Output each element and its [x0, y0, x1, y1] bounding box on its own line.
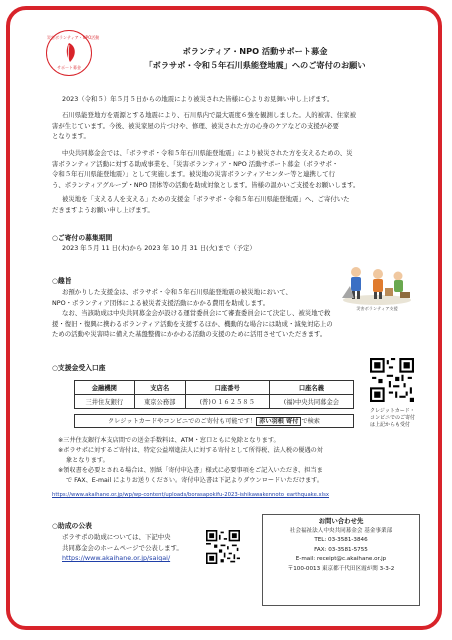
intro-paragraph-3: 中央共同募金会では、「ボラサポ・令和５年石川県能登地震」により被災された方を支えるための、災 害ボランティア活動に対する助成事業を、「災害ボランティア・NPO 活動サポート募金（ボラサポ・ 令和５年石川県能登地震）」として実施します。被災地の災害ボランティアセンター等と連携して行 う、ボランティアグループ・NPO 団体等の活動を助成対象とします。皆様の温かいご支援をお願いします。 — [52, 149, 360, 189]
contact-email[interactable]: E-mail: receipt@c.akaihane.or.jp — [295, 556, 387, 563]
contact-title: お問い合わせ先 — [318, 517, 364, 525]
logo-bottom-text: サポート募金 — [57, 65, 81, 70]
header-account-number: 口座番号 — [185, 381, 269, 395]
volunteer-illustration — [340, 258, 414, 306]
red-feather-icon — [58, 41, 80, 65]
account-table-row — [75, 395, 354, 409]
donation-qr-code[interactable] — [370, 358, 414, 402]
account-title: ○支援金受入口座 — [52, 364, 106, 372]
period-title: ○ご寄付の募集期間 — [52, 234, 113, 242]
contact-fax: FAX: 03-3581-5755 — [314, 546, 368, 553]
note-3-line-1: ※領収書を必要とされる場合は、別紙「寄付申込書」様式に必要事項をご記入いただき、担当ま — [58, 467, 323, 474]
purpose-text: お預かりした支援金は、ボラサポ・令和５年石川県能登地震の被災地において、 NPO・ボランティア団体による被災者支援活動にかかる費用を助成します。 なお、当該助成は中央共同募金会が設ける運営委員会にて審査委員会にて決定し、被災地で救 援・復旧・復興に携わるボランティア活動を支援するほか、機動的な場合には助成・減免対応上の ための活動や災害時に備えた基盤整備にかかわる活動の支援のために活用させていただきます。 — [52, 288, 333, 338]
publication-text: ボラサポの助成については、下記中央 共同募金会のホームページで公表します。 https://www.akaihane.or.jp/saigai/ — [62, 532, 212, 564]
contact-tel: TEL: 03-3581-3846 — [314, 537, 368, 544]
cell-branch: 東京公務部 — [134, 395, 185, 409]
intro-paragraph-2: 石川県能登地方を震源とする地震により、石川県内で最大震度６強を観測しました。人的被害、住家被 害が生じています。今後、被災家屋の片づけや、修理、被災された方の心身のケアなどの支援が必要 となります。 — [52, 111, 356, 140]
note-2-line-1: ※ボラサポに対するご寄付は、特定公益増進法人に対する寄付として所得税、法人税の優遇の対 — [58, 447, 324, 454]
notes-block — [58, 436, 410, 486]
header-account-holder: 口座名義 — [269, 381, 353, 395]
header-bank: 金融機関 — [75, 381, 135, 395]
note-3-line-2: で FAX、E-mail によりお送りください。寄付申込書は下記よりダウンロードいただけます。 — [66, 477, 324, 484]
period-text: 2023 年５月 11 日(木)から 2023 年 10 月 31 日(火)まで（予定） — [62, 244, 256, 252]
credit-search-note: クレジットカードやコンビニでのご寄付も可能です！ 赤い羽根 寄付 で検索 — [74, 414, 354, 428]
search-keyword: 赤い羽根 寄付 — [256, 417, 301, 426]
qr-caption: クレジットカード・コンビニでのご寄付は上記からも受付 — [370, 408, 416, 428]
account-table — [74, 380, 354, 409]
note-2-line-2: 象となります。 — [66, 457, 109, 464]
header-branch: 支店名 — [134, 381, 185, 395]
borasapo-logo — [46, 30, 100, 76]
publication-title: ○助成の公表 — [52, 522, 92, 530]
title-line-2: 「ボラサポ・令和５年石川県能登地震」へのご寄付のお願い — [144, 60, 366, 70]
title-line-1: ボランティア・NPO 活動サポート募金 — [182, 46, 328, 56]
cell-account-holder: (福)中央共同募金会 — [269, 395, 353, 409]
contact-box — [262, 514, 420, 606]
illustration-caption: 災害ボランティア支援 — [356, 306, 398, 311]
purpose-title: ○趣旨 — [52, 277, 72, 285]
contact-address: 〒100-0013 東京都千代田区霞が関 3-3-2 — [287, 565, 395, 572]
cell-account-number: (普)０１６２５８５ — [185, 395, 269, 409]
page-title — [100, 44, 410, 72]
intro-paragraph-4: 被災地を「支える人を支える」ための支援金「ボラサポ・令和５年石川県能登地震」へ、ご寄付いた だきますようお願い申し上げます。 — [52, 195, 350, 214]
intro-paragraph-1: 2023（令和５）年５月５日からの地震により被災された皆様に心よりお見舞い申し上げます。 — [62, 95, 334, 103]
application-form-link[interactable]: https://www.akaihane.or.jp/wp/wp-content/uploads/borasapokifu-2023-ishikawakennoto_earthquake.xlsx — [52, 492, 330, 498]
account-table-header — [75, 381, 354, 395]
note-1: ※三井住友銀行本支店間での送金手数料は、ATM・窓口ともに免除となります。 — [58, 437, 280, 444]
contact-org: 社会福祉法人中央共同募金会 基金事業部 — [289, 527, 393, 534]
logo-top-text: 災害ボランティア・NPO活動 — [47, 35, 100, 40]
publication-qr-code[interactable] — [206, 530, 240, 564]
publication-link[interactable]: https://www.akaihane.or.jp/saigai/ — [62, 554, 171, 562]
cell-bank: 三井住友銀行 — [75, 395, 135, 409]
